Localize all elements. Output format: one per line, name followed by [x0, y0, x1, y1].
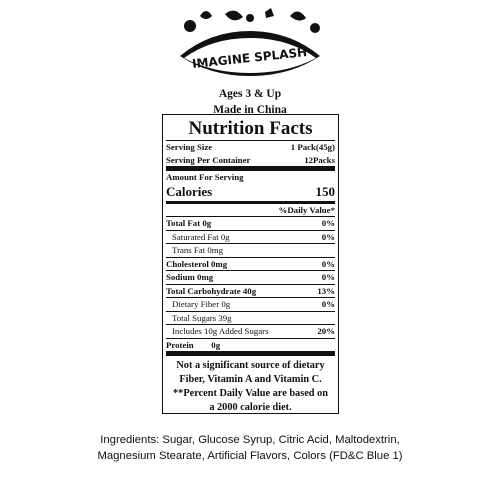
nutrient-row: Total Fat 0g 0%	[166, 218, 335, 229]
nutrient-row: Trans Fat 0mg	[172, 245, 223, 256]
protein-value: 0g	[211, 339, 221, 350]
nutrient-row: Total Carbohydrate 40g 13%	[166, 285, 335, 296]
amount-per-serving: Amount For Serving	[166, 172, 244, 183]
daily-value-header: %Daily Value*	[278, 204, 335, 215]
nutrient-row: Includes 10g Added Sugars 20%	[172, 326, 335, 337]
servings-per-container-label: Serving Per Container	[166, 154, 251, 165]
serving-size-row	[166, 141, 335, 154]
ingredients-text: Ingredients: Sugar, Glucose Syrup, Citric Acid, Maltodextrin, Magnesium Stearate, Artificial Flavors, Colors (FD&C Blue 1)	[97, 434, 403, 462]
serving-size-label: Serving Size	[166, 142, 213, 153]
nutrient-row: Sodium 0mg 0%	[166, 272, 335, 283]
brand-logo	[170, 6, 330, 86]
nutrient-row: Dietary Fiber 0g 0%	[172, 299, 335, 310]
nutrient-row: Cholesterol 0mg 0%	[166, 258, 335, 269]
nutrition-facts-panel	[162, 114, 339, 414]
servings-per-container-row	[166, 154, 335, 167]
protein-row	[166, 339, 335, 352]
origin-label: Made in China	[213, 104, 287, 116]
protein-label: Protein	[166, 339, 194, 350]
serving-size-value: 1 Pack(45g)	[290, 142, 335, 153]
nutrient-row: Total Sugars 39g	[172, 312, 232, 323]
servings-per-container-value: 12Packs	[304, 154, 335, 165]
nutrient-row: Saturated Fat 0g 0%	[172, 231, 335, 242]
footnote: Not a significant source of dietary Fiber, Vitamin A and Vitamin C. **Percent Daily Value are based on a 2000 calorie diet.	[173, 360, 328, 413]
calories-row	[166, 184, 335, 201]
imagine-splash-logo-art	[170, 6, 330, 86]
age-label: Ages 3 & Up	[218, 88, 282, 100]
logo-text: IMAGINE SPLASH	[191, 45, 308, 72]
calories-value: 150	[315, 184, 335, 199]
calories-label: Calories	[166, 184, 213, 199]
nutrition-title: Nutrition Facts	[188, 118, 313, 139]
